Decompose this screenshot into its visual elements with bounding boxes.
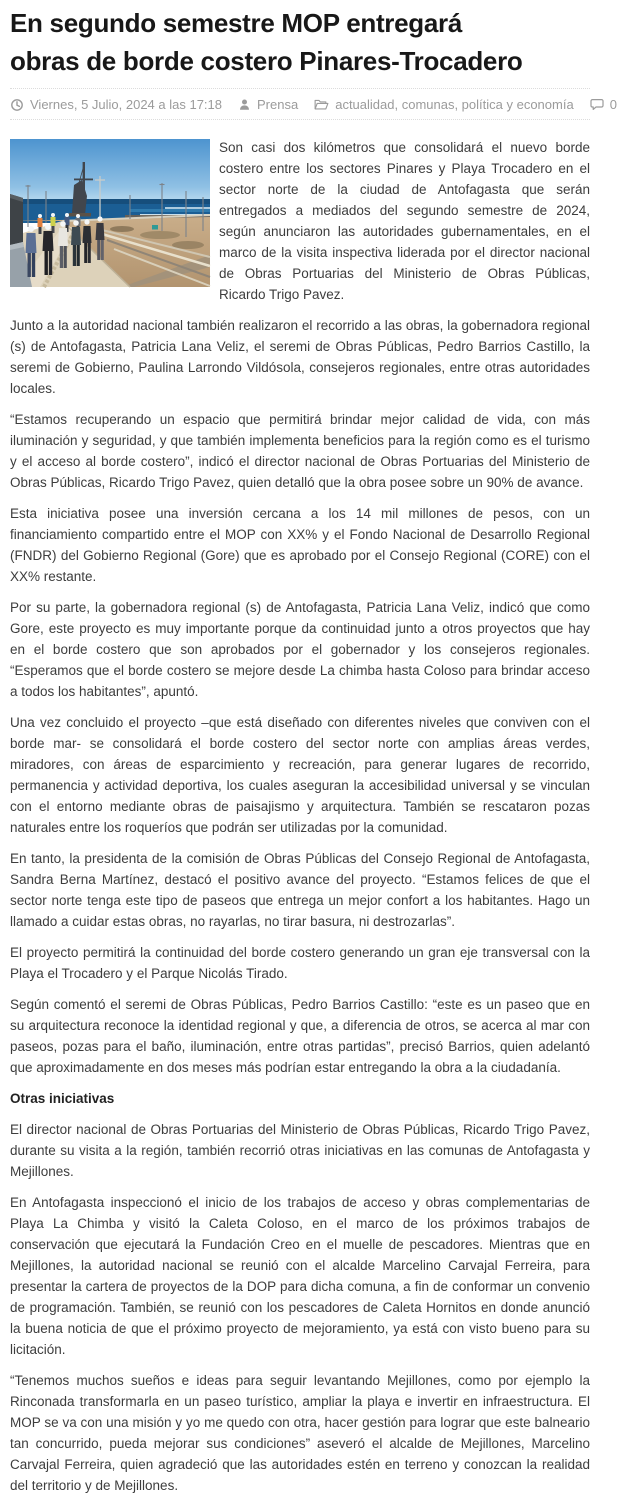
page-title-line-1: En segundo semestre MOP entregará: [10, 8, 462, 38]
section-subheading: Otras iniciativas: [10, 1091, 115, 1106]
article-paragraph: El proyecto permitirá la continuidad del borde costero generando un gran eje transversal con la Playa el Trocadero y el Parque Nicolás Tirado.: [10, 945, 590, 981]
page-title: [10, 4, 590, 80]
post-date-label: Viernes, 5 Julio, 2024 a las 17:18: [30, 97, 223, 112]
article-paragraph: Junto a la autoridad nacional también realizaron el recorrido a las obras, la gobernadora regional (s) de Antofagasta, Patricia Lana Veliz, el seremi de Obras Públicas, Pedro Barrios Castillo, la seremi de Gobierno, Paulina Larrondo Vildósola, consejeros regionales, entre otras autoridades locales.: [10, 318, 590, 396]
post-date: [10, 97, 222, 112]
article-paragraph: Según comentó el seremi de Obras Públicas, Pedro Barrios Castillo: “este es un paseo que en su arquitectura reconoce la identidad regional y que, a diferencia de otros, se acerca al mar con paseos, pozas para el baño, iluminación, entre otras partidas”, precisó Barrios, quien adelantó que aproximadamente en dos meses más podrían estar entregando la obra a la ciudadanía.: [10, 997, 590, 1075]
post-meta-bar: [10, 88, 617, 120]
article-body: [10, 137, 590, 1496]
article-paragraph: Por su parte, la gobernadora regional (s) de Antofagasta, Patricia Lana Veliz, indicó que como Gore, este proyecto es muy importante porque da continuidad junto a otros proyectos que hay en el borde costero que son aprobados por el gobernador y los consejeros regionales. “Esperamos que el borde costero se mejore desde La chimba hasta Coloso para brindar acceso a todos los habitantes”, apuntó.: [10, 600, 590, 699]
clock-icon: [10, 98, 24, 112]
article-paragraph: “Tenemos muchos sueños e ideas para seguir levantando Mejillones, como por ejemplo la Rinconada transformarla en un paseo turístico, ampliar la playa e invertir en infraestructura. El MOP se va con una misión y yo me quedo con otra, hacer gestión para lograr que este balneario tan concurrido, pueda mejorar sus condiciones” aseveró el alcalde de Mejillones, Marcelino Carvajal Ferreira, quien agradeció que las autoridades estén en terreno y conozcan la realidad del territorio y de Mejillones.: [10, 1373, 590, 1493]
post-author-label: Prensa: [257, 97, 299, 112]
post-comments[interactable]: [590, 97, 617, 112]
coastal-photo-illustration: [10, 139, 210, 287]
post-categories[interactable]: [314, 97, 573, 112]
page-title-line-2: obras de borde costero Pinares-Trocadero: [10, 46, 523, 76]
article-photo: [10, 139, 210, 287]
folder-open-icon: [314, 98, 329, 111]
comment-bubble-icon: [590, 98, 604, 111]
article-paragraph: “Estamos recuperando un espacio que permitirá brindar mejor calidad de vida, con más iluminación y seguridad, y que también implementa beneficios para la región como es el turismo y el acceso al borde costero”, indicó el director nacional de Obras Portuarias del Ministerio de Obras Públicas, Ricardo Trigo Pavez, quien detalló que la obra posee sobre un 90% de avance.: [10, 412, 590, 490]
comment-count: 0: [609, 97, 617, 112]
user-icon: [238, 98, 251, 111]
article-paragraph: En Antofagasta inspeccionó el inicio de los trabajos de acceso y obras complementarias de Playa La Chimba y visitó la Caleta Coloso, en el marco de los próximos trabajos de conservación que ejecutará la Fundación Creo en el muelle de pescadores. Mientras que en Mejillones, la autoridad nacional se reunió con el alcalde Marcelino Carvajal Ferreira, para presentar la cartera de proyectos de la DOP para dicha comuna, a fin de conformar un convenio de programación. También, se reunió con los pescadores de Caleta Hornitos en donde anunció la buena noticia de que el próximo proyecto de mejoramiento, ya está con visto bueno para su licitación.: [10, 1195, 590, 1357]
article-paragraph: El director nacional de Obras Portuarias del Ministerio de Obras Públicas, Ricardo Trigo Pavez, durante su visita a la región, también recorrió otras iniciativas en las comunas de Antofagasta y Mejillones.: [10, 1122, 590, 1179]
article-paragraph: Son casi dos kilómetros que consolidará el nuevo borde costero entre los sectores Pinares y Playa Trocadero en el sector norte de la ciudad de Antofagasta que serán entregados a mediados del segundo semestre de 2024, según anunciaron las autoridades gubernamentales, en el marco de la visita inspectiva liderada por el director nacional de Obras Portuarias del Ministerio de Obras Públicas, Ricardo Trigo Pavez.: [219, 140, 590, 302]
post-categories-label: actualidad, comunas, política y economía: [335, 97, 574, 112]
article-paragraph: Esta iniciativa posee una inversión cercana a los 14 mil millones de pesos, con un financiamiento compartido entre el MOP con XX% y el Fondo Nacional de Desarrollo Regional (FNDR) del Gobierno Regional (Gore) que es aprobado por el Consejo Regional (CORE) con el XX% restante.: [10, 506, 590, 584]
post-author[interactable]: [238, 97, 298, 112]
article-page: [0, 4, 617, 1510]
article-paragraph: En tanto, la presidenta de la comisión de Obras Públicas del Consejo Regional de Antofagasta, Sandra Berna Martínez, destacó el positivo avance del proyecto. “Estamos felices de que el sector norte tenga este tipo de paseos que entrega un mejor confort a los habitantes. Hago un llamado a cuidar estas obras, no rayarlas, no tirar basura, ni destrozarlas”.: [10, 851, 590, 929]
article-paragraph: Una vez concluido el proyecto –que está diseñado con diferentes niveles que conviven con el borde mar- se consolidará el borde costero del sector norte con amplias áreas verdes, miradores, con áreas de esparcimiento y recreación, para generar lugares de recorrido, permanencia y actividad deportiva, los cuales aseguran la accesibilidad universal y se vinculan con el entorno mediante obras de paisajismo y arquitectura. También se rescataron pozas naturales entre los roqueríos que podrán ser utilizadas por la comunidad.: [10, 715, 590, 835]
